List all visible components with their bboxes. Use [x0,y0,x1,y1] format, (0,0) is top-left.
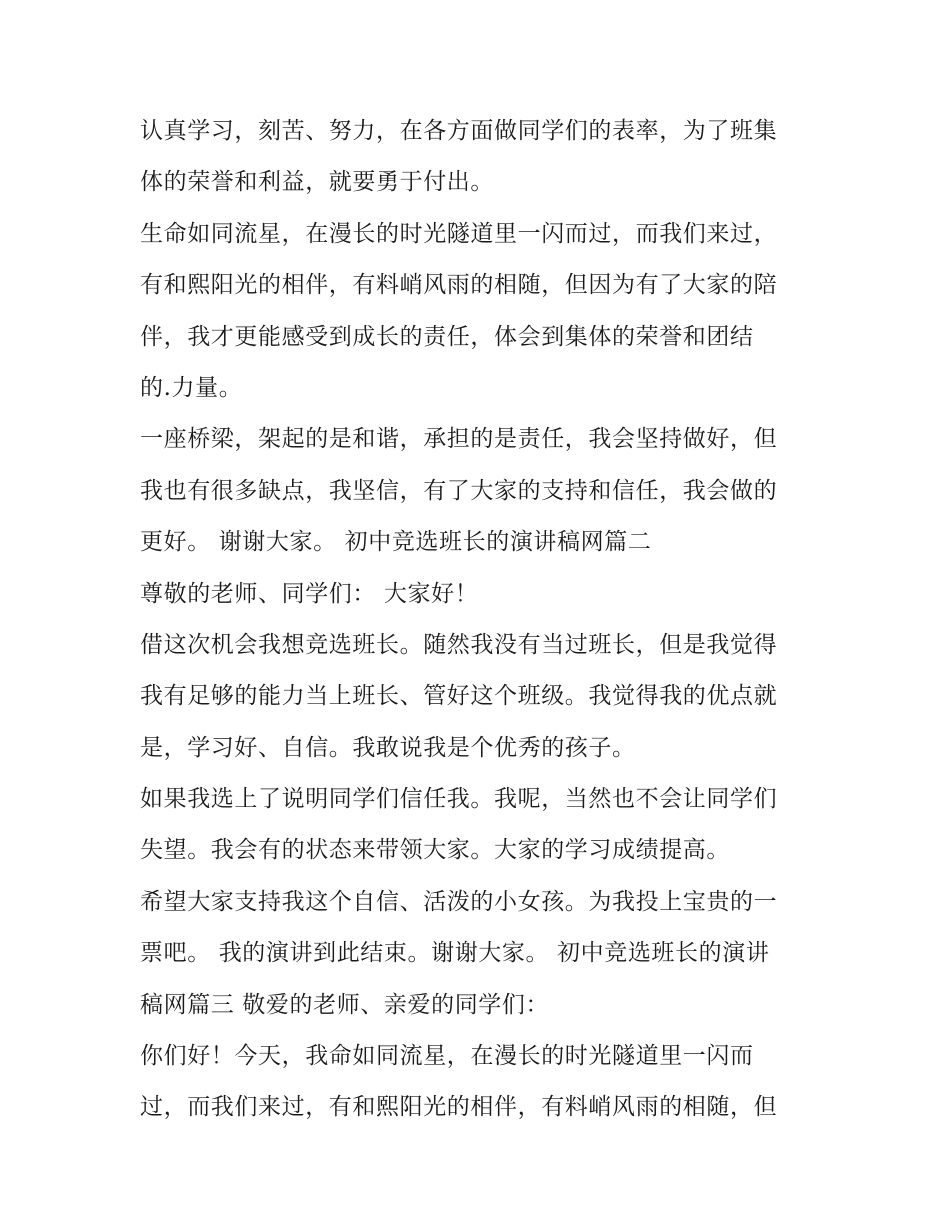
text-line: 有和熙阳光的相伴，有料峭风雨的相随，但因为有了大家的陪 [140,272,778,299]
text-line: 失望。我会有的状态来带领大家。大家的学习成绩提高。 [140,837,730,864]
text-line: 生命如同流星，在漫长的时光隧道里一闪而过，而我们来过， [140,220,778,247]
text-line: 尊敬的老师、同学们： 大家好！ [140,580,479,607]
text-line: 如果我选上了说明同学们信任我。我呢，当然也不会让同学们 [140,786,778,813]
document-body [140,106,820,1134]
text-line: 过，而我们来过，有和熙阳光的相伴，有料峭风雨的相随，但 [140,1094,778,1121]
text-line: 票吧。 我的演讲到此结束。谢谢大家。 初中竞选班长的演讲 [140,940,770,967]
text-line: 体的荣誉和利益，就要勇于付出。 [140,169,494,196]
text-line: 希望大家支持我这个自信、活泼的小女孩。为我投上宝贵的一 [140,888,778,915]
text-line: 认真学习，刻苦、努力，在各方面做同学们的表率，为了班集 [140,118,778,144]
text-line: 一座桥梁，架起的是和谐，承担的是责任，我会坚持做好，但 [140,426,778,453]
text-line: 伴，我才更能感受到成长的责任，体会到集体的荣誉和团结 [140,323,754,350]
text-line: 我有足够的能力当上班长、管好这个班级。我觉得我的优点就 [140,683,778,710]
text-line: 是，学习好、自信。我敢说我是个优秀的孩子。 [140,734,636,761]
text-line: 稿网篇三 敬爱的老师、亲爱的同学们： [140,991,550,1018]
text-line: 的.力量。 [140,374,243,401]
text-line: 更好。 谢谢大家。 初中竞选班长的演讲稿网篇二 [140,529,652,556]
text-line: 借这次机会我想竞选班长。随然我没有当过班长，但是我觉得 [140,631,778,658]
text-line: 我也有很多缺点，我坚信，有了大家的支持和信任，我会做的 [140,477,778,504]
text-line: 你们好！今天，我命如同流星，在漫长的时光隧道里一闪而 [140,1043,754,1070]
